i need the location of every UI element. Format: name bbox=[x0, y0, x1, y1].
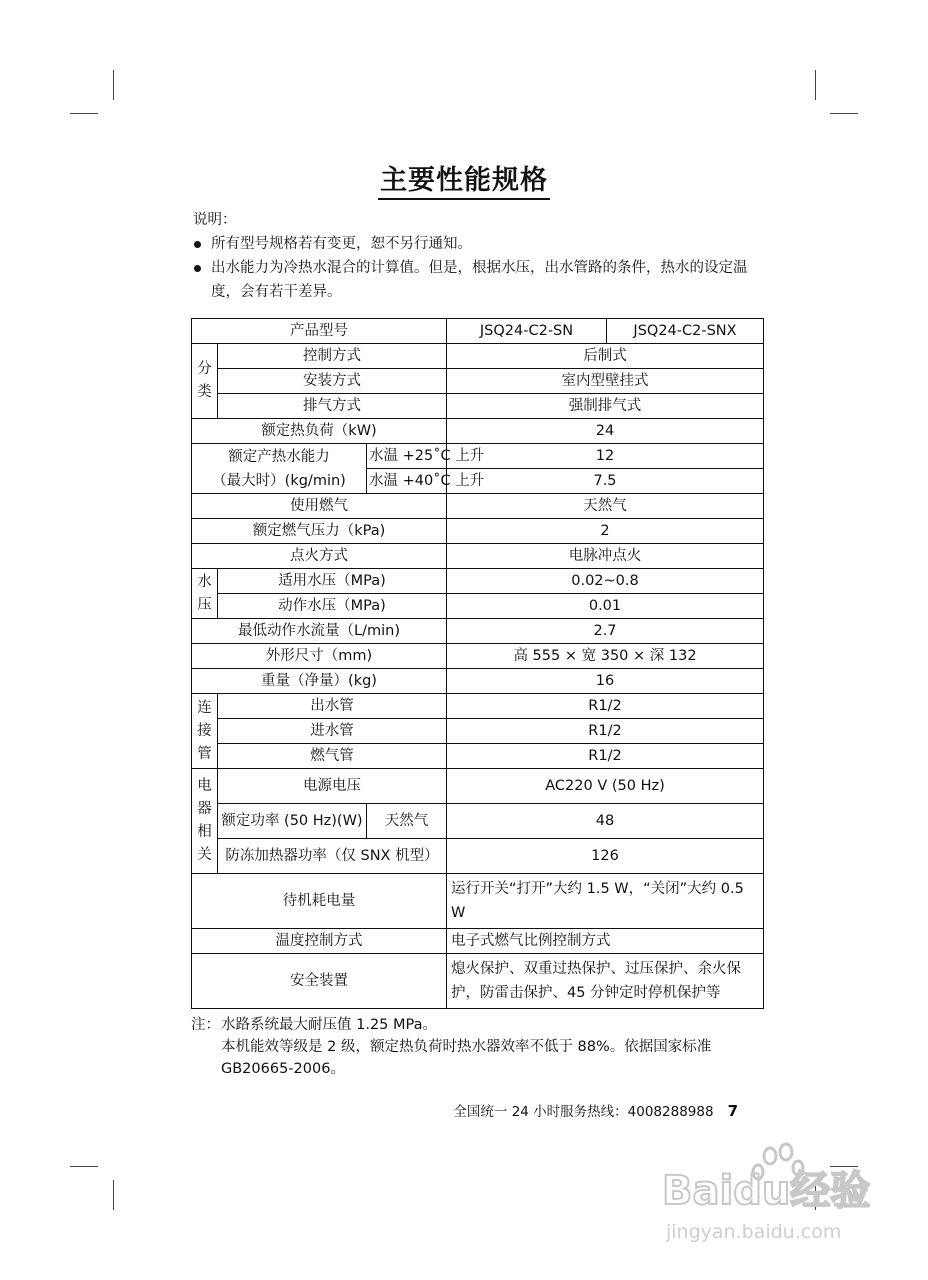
watermark-logo: Baidu经验 bbox=[662, 1168, 871, 1214]
spec-label: 额定功率 (50 Hz)(W) bbox=[218, 804, 367, 839]
service-hotline: 全国统一 24 小时服务热线：4008288988 bbox=[453, 1104, 714, 1120]
footnote-label: 注： bbox=[191, 1017, 220, 1033]
table-row bbox=[192, 569, 764, 594]
model-name: JSQ24-C2-SNX bbox=[607, 319, 764, 344]
note-item: 出水能力为冷热水混合的计算值。但是，根据水压，出水管路的条件，热水的设定温度，会有若干差异。 bbox=[193, 256, 753, 304]
spec-label: 额定热负荷（kW) bbox=[192, 419, 447, 444]
footnote bbox=[191, 1014, 761, 1080]
spec-label: 额定燃气压力（kPa) bbox=[192, 519, 447, 544]
spec-value: 0.01 bbox=[447, 594, 764, 619]
table-row bbox=[192, 669, 764, 694]
spec-value: 7.5 bbox=[447, 469, 764, 494]
spec-label: 安装方式 bbox=[218, 369, 447, 394]
group-label-class: 分 类 bbox=[192, 344, 218, 419]
table-row bbox=[192, 319, 764, 344]
notes-heading: 说明： bbox=[193, 212, 237, 228]
spec-value: 高 555 × 宽 350 × 深 132 bbox=[447, 644, 764, 669]
spec-label: 燃气管 bbox=[218, 744, 447, 769]
spec-label: 使用燃气 bbox=[192, 494, 447, 519]
spec-value: 熄火保护、双重过热保护、过压保护、余火保护，防雷击保护、45 分钟定时停机保护等 bbox=[447, 954, 764, 1009]
spec-value: 2.7 bbox=[447, 619, 764, 644]
spec-value: 强制排气式 bbox=[447, 394, 764, 419]
group-label-water-pressure: 水 压 bbox=[192, 569, 218, 619]
capacity-condition: 水温 +25˚C 上升 bbox=[367, 444, 447, 469]
table-row bbox=[192, 619, 764, 644]
spec-label: 最低动作水流量（L/min) bbox=[192, 619, 447, 644]
spec-value: 电子式燃气比例控制方式 bbox=[447, 929, 764, 954]
spec-table bbox=[191, 318, 764, 1009]
table-row bbox=[192, 369, 764, 394]
table-row bbox=[192, 494, 764, 519]
crop-mark bbox=[815, 70, 816, 100]
table-row bbox=[192, 929, 764, 954]
spec-label: 进水管 bbox=[218, 719, 447, 744]
crop-mark bbox=[113, 1180, 114, 1210]
note-item: 所有型号规格若有变更，恕不另行通知。 bbox=[193, 232, 753, 256]
crop-mark bbox=[70, 1166, 98, 1167]
spec-label: 动作水压（MPa) bbox=[218, 594, 447, 619]
spec-value: 室内型壁挂式 bbox=[447, 369, 764, 394]
table-row bbox=[192, 394, 764, 419]
table-row bbox=[192, 744, 764, 769]
spec-label: 适用水压（MPa) bbox=[218, 569, 447, 594]
spec-value: 48 bbox=[447, 804, 764, 839]
spec-label: 外形尺寸（mm) bbox=[192, 644, 447, 669]
spec-value: R1/2 bbox=[447, 694, 764, 719]
spec-value: 0.02~0.8 bbox=[447, 569, 764, 594]
spec-value: 2 bbox=[447, 519, 764, 544]
spec-value: R1/2 bbox=[447, 744, 764, 769]
spec-value: 电脉冲点火 bbox=[447, 544, 764, 569]
table-row bbox=[192, 344, 764, 369]
spec-label: 安全装置 bbox=[192, 954, 447, 1009]
spec-sublabel: 天然气 bbox=[367, 804, 447, 839]
table-row bbox=[192, 594, 764, 619]
spec-label: 排气方式 bbox=[218, 394, 447, 419]
spec-label: 控制方式 bbox=[218, 344, 447, 369]
table-row bbox=[192, 644, 764, 669]
spec-value: 24 bbox=[447, 419, 764, 444]
table-row bbox=[192, 519, 764, 544]
spec-label: 防冻加热器功率（仅 SNX 机型） bbox=[218, 839, 447, 874]
spec-value: AC220 V (50 Hz) bbox=[447, 769, 764, 804]
page-footer bbox=[453, 1100, 738, 1120]
capacity-condition: 水温 +40˚C 上升 bbox=[367, 469, 447, 494]
footnote-line: 本机能效等级是 2 级，额定热负荷时热水器效率不低于 88%。依据国家标准 GB20665-2006。 bbox=[221, 1039, 712, 1077]
spec-label: 电源电压 bbox=[218, 769, 447, 804]
spec-label: 待机耗电量 bbox=[192, 874, 447, 929]
spec-value: 后制式 bbox=[447, 344, 764, 369]
spec-label: 出水管 bbox=[218, 694, 447, 719]
table-row bbox=[192, 544, 764, 569]
spec-label: 点火方式 bbox=[192, 544, 447, 569]
table-row bbox=[192, 719, 764, 744]
spec-label: 重量（净量）(kg) bbox=[192, 669, 447, 694]
model-header: 产品型号 bbox=[192, 319, 447, 344]
page-number: 7 bbox=[727, 1102, 738, 1120]
table-row bbox=[192, 419, 764, 444]
baidu-jingyan-watermark bbox=[662, 1138, 882, 1248]
watermark-url: jingyan.baidu.com bbox=[666, 1221, 842, 1243]
spec-value: R1/2 bbox=[447, 719, 764, 744]
table-row bbox=[192, 804, 764, 839]
page-title-wrap bbox=[0, 158, 928, 200]
spec-value: 16 bbox=[447, 669, 764, 694]
model-name: JSQ24-C2-SN bbox=[447, 319, 607, 344]
table-row bbox=[192, 954, 764, 1009]
table-row bbox=[192, 444, 764, 469]
spec-value: 运行开关“打开”大约 1.5 W，“关闭”大约 0.5 W bbox=[447, 874, 764, 929]
group-label-electric: 电 器 相 关 bbox=[192, 769, 218, 874]
table-row bbox=[192, 694, 764, 719]
spec-value: 12 bbox=[447, 444, 764, 469]
capacity-label: 额定产热水能力 （最大时）(kg/min) bbox=[192, 444, 367, 494]
table-row bbox=[192, 874, 764, 929]
group-label-connection: 连 接 管 bbox=[192, 694, 218, 769]
crop-mark bbox=[113, 70, 114, 100]
notes bbox=[193, 208, 753, 304]
table-row bbox=[192, 839, 764, 874]
crop-mark bbox=[70, 113, 98, 114]
spec-label: 温度控制方式 bbox=[192, 929, 447, 954]
spec-value: 天然气 bbox=[447, 494, 764, 519]
footnote-line: 水路系统最大耐压值 1.25 MPa。 bbox=[221, 1017, 437, 1033]
crop-mark bbox=[830, 113, 858, 114]
spec-value: 126 bbox=[447, 839, 764, 874]
page-title: 主要性能规格 bbox=[378, 158, 550, 200]
table-row bbox=[192, 769, 764, 804]
